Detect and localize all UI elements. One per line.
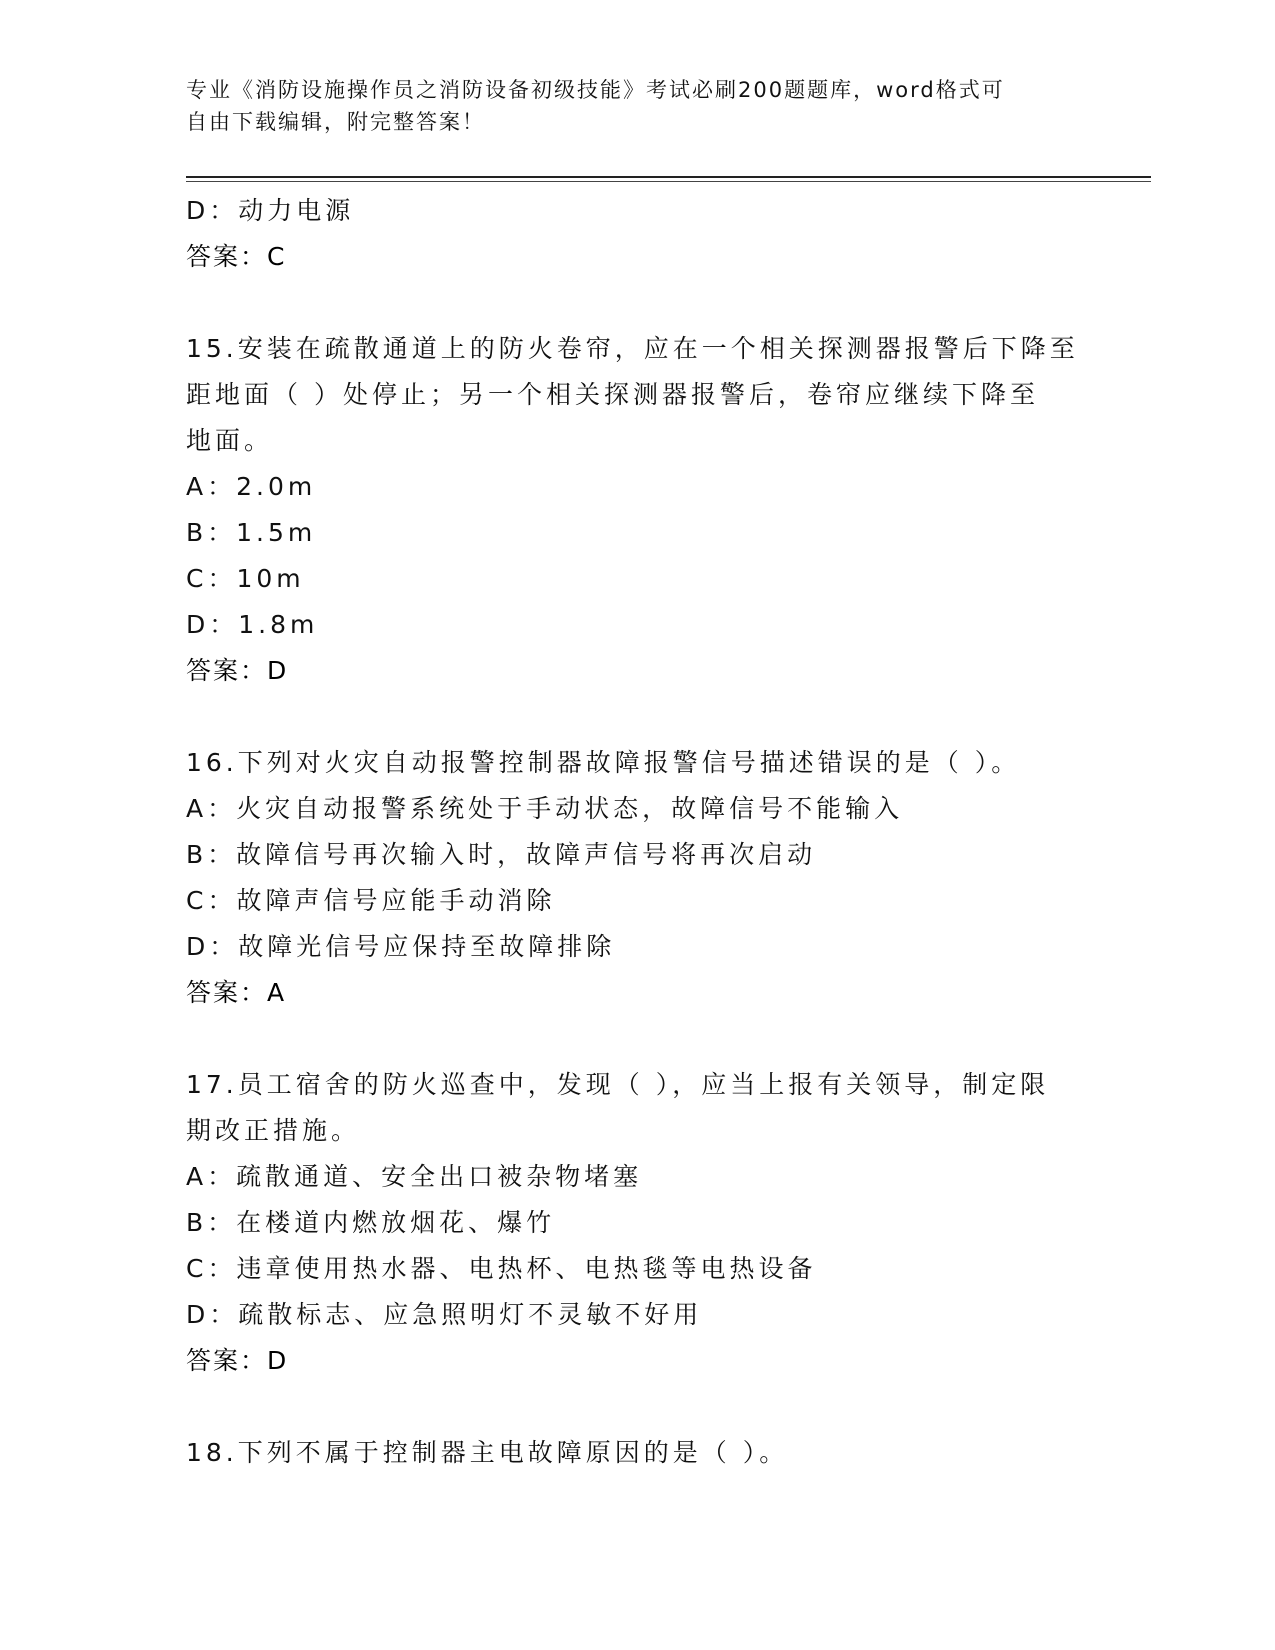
question-stem-line: 17.员工宿舍的防火巡查中，发现（ ），应当上报有关领导，制定限 — [186, 1070, 1050, 1099]
option-a: A：2.0m — [186, 472, 317, 501]
question-18 — [186, 1430, 1151, 1476]
header-rule-thin — [186, 181, 1151, 182]
spacer — [186, 280, 1151, 326]
option-b: B：1.5m — [186, 518, 317, 547]
spacer — [186, 1384, 1151, 1430]
answer-line: 答案：D — [186, 1346, 289, 1375]
option-d: D：动力电源 — [186, 196, 355, 225]
option-b: B：故障信号再次输入时，故障声信号将再次启动 — [186, 840, 817, 869]
option-c: C：10m — [186, 564, 305, 593]
question-stem-line: 16.下列对火灾自动报警控制器故障报警信号描述错误的是（ ）。 — [186, 748, 1021, 777]
header-line-2: 自由下载编辑，附完整答案！ — [186, 110, 485, 134]
answer-line: 答案：A — [186, 978, 287, 1007]
spacer — [186, 694, 1151, 740]
spacer — [186, 1016, 1151, 1062]
question-stem-line: 期改正措施。 — [186, 1116, 361, 1145]
option-b: B：在楼道内燃放烟花、爆竹 — [186, 1208, 556, 1237]
document-header — [186, 74, 1086, 138]
question-stem-line: 距地面（ ）处停止；另一个相关探测器报警后，卷帘应继续下降至 — [186, 380, 1039, 409]
header-rule-thick — [186, 176, 1151, 178]
document-body — [186, 188, 1151, 1476]
question-stem-line: 18.下列不属于控制器主电故障原因的是（ ）。 — [186, 1438, 789, 1467]
option-a: A：火灾自动报警系统处于手动状态，故障信号不能输入 — [186, 794, 904, 823]
question-17 — [186, 1062, 1151, 1384]
question-stem-line: 15.安装在疏散通道上的防火卷帘，应在一个相关探测器报警后下降至 — [186, 334, 1079, 363]
answer-line: 答案：C — [186, 242, 287, 271]
option-a: A：疏散通道、安全出口被杂物堵塞 — [186, 1162, 643, 1191]
option-d: D：疏散标志、应急照明灯不灵敏不好用 — [186, 1300, 703, 1329]
question-16 — [186, 740, 1151, 1016]
option-c: C：故障声信号应能手动消除 — [186, 886, 556, 915]
header-line-1: 专业《消防设施操作员之消防设备初级技能》考试必刷200题题库，word格式可 — [186, 78, 1005, 102]
question-15 — [186, 326, 1151, 694]
question-stem-line: 地面。 — [186, 426, 274, 455]
option-c: C：违章使用热水器、电热杯、电热毯等电热设备 — [186, 1254, 817, 1283]
previous-question-tail — [186, 188, 1151, 280]
option-d: D：1.8m — [186, 610, 319, 639]
answer-line: 答案：D — [186, 656, 289, 685]
option-d: D：故障光信号应保持至故障排除 — [186, 932, 616, 961]
